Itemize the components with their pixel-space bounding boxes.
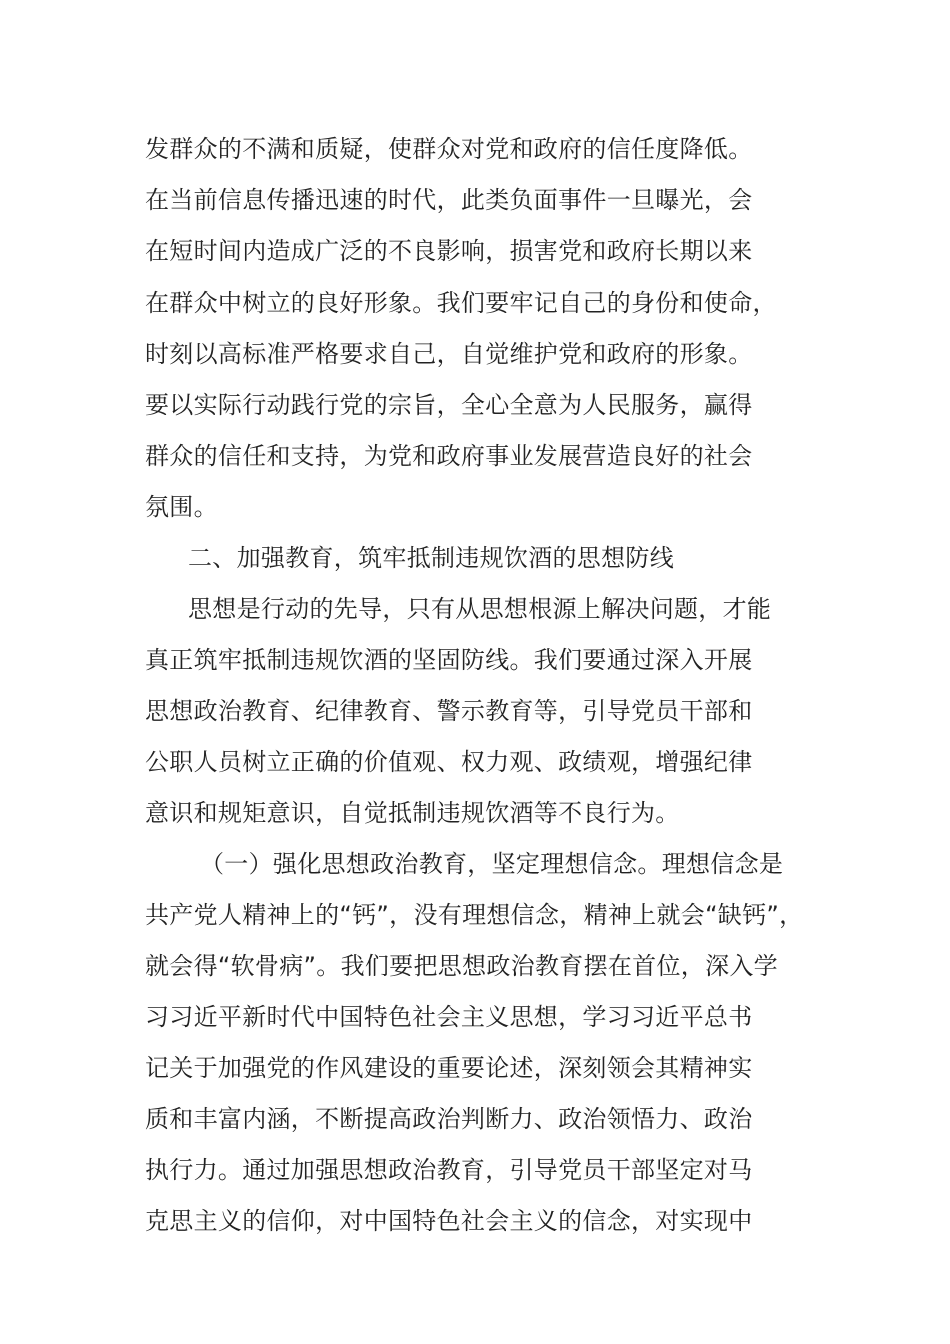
text-line: 真正筑牢抵制违规饮酒的坚固防线。我们要通过深入开展 — [145, 646, 753, 674]
text-line: 在当前信息传播迅速的时代，此类负面事件一旦曝光，会 — [145, 186, 753, 214]
text-line: 执行力。通过加强思想政治教育，引导党员干部坚定对马 — [145, 1156, 753, 1184]
text-line: 记关于加强党的作风建设的重要论述，深刻领会其精神实 — [145, 1054, 753, 1082]
section-heading: 二、加强教育，筑牢抵制违规饮酒的思想防线 — [188, 544, 674, 572]
text-line: 克思主义的信仰，对中国特色社会主义的信念，对实现中 — [145, 1207, 753, 1235]
text-line: 在群众中树立的良好形象。我们要牢记自己的身份和使命， — [145, 289, 777, 317]
text-line: 群众的信任和支持，为党和政府事业发展营造良好的社会 — [145, 442, 753, 470]
paragraph-first-line: 思想是行动的先导，只有从思想根源上解决问题，才能 — [188, 595, 772, 623]
text-line: 共产党人精神上的“钙”，没有理想信念，精神上就会“缺钙”， — [145, 901, 804, 929]
text-line: 公职人员树立正确的价值观、权力观、政绩观，增强纪律 — [145, 748, 753, 776]
text-line: 在短时间内造成广泛的不良影响，损害党和政府长期以来 — [145, 237, 753, 265]
text-line: 习习近平新时代中国特色社会主义思想，学习习近平总书 — [145, 1003, 753, 1031]
text-line: 质和丰富内涵，不断提高政治判断力、政治领悟力、政治 — [145, 1105, 753, 1133]
text-line: 意识和规矩意识，自觉抵制违规饮酒等不良行为。 — [145, 799, 680, 827]
text-line: 时刻以高标准严格要求自己，自觉维护党和政府的形象。 — [145, 340, 753, 368]
text-line: 思想政治教育、纪律教育、警示教育等，引导党员干部和 — [145, 697, 753, 725]
text-line: 发群众的不满和质疑，使群众对党和政府的信任度降低。 — [145, 135, 753, 163]
text-line: 氛围。 — [145, 493, 218, 521]
text-line: 要以实际行动践行党的宗旨，全心全意为人民服务，赢得 — [145, 391, 753, 419]
subsection-first-line: （一）强化思想政治教育，坚定理想信念。理想信念是 — [200, 850, 784, 878]
text-line: 就会得“软骨病”。我们要把思想政治教育摆在首位，深入学 — [145, 952, 778, 980]
